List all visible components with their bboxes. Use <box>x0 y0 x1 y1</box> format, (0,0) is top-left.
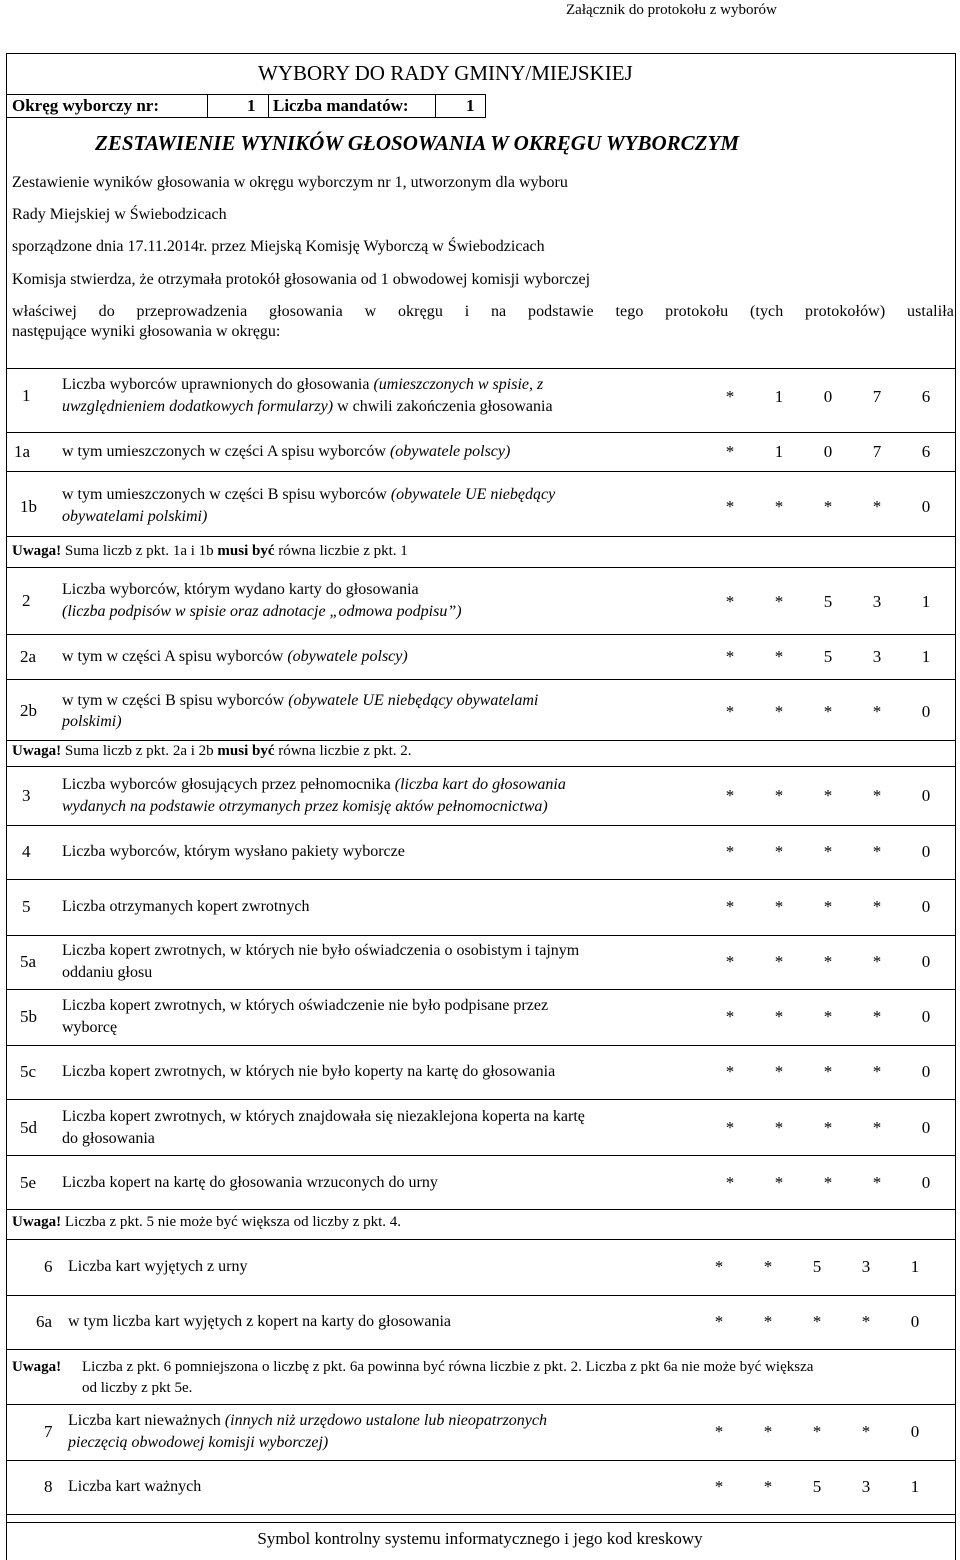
digit-cell: 5 <box>812 1257 822 1276</box>
digit-cell: * <box>872 1007 882 1026</box>
digit-cell: * <box>823 497 833 516</box>
row-label: w tym w części B spisu wyborców (obywatele UE niebędący obywatelami <box>62 692 539 709</box>
row-label: polskimi) <box>62 713 122 730</box>
digit-cell: 0 <box>921 1062 931 1081</box>
row-number: 5b <box>20 1007 37 1026</box>
digit-cell: 3 <box>872 592 882 611</box>
main-title: ZESTAWIENIE WYNIKÓW GŁOSOWANIA W OKRĘGU WYBORCZYM <box>95 131 740 155</box>
digit-cell: * <box>725 1007 735 1026</box>
row-number: 5d <box>20 1118 37 1137</box>
district-label: Okręg wyborczy nr: <box>12 96 159 115</box>
digit-cell: * <box>861 1312 871 1331</box>
digit-cell: 0 <box>910 1312 920 1331</box>
digit-cell: * <box>774 842 784 861</box>
digit-cell: * <box>774 702 784 721</box>
divider <box>435 94 436 118</box>
digit-cell: 1 <box>774 387 784 406</box>
digit-cell: * <box>774 952 784 971</box>
digit-cell: * <box>725 497 735 516</box>
digit-cell: * <box>725 786 735 805</box>
intro-line: Zestawienie wyników głosowania w okręgu wyborczym nr 1, utworzonym dla wyboru <box>12 174 568 191</box>
digit-cell: 1 <box>910 1477 920 1496</box>
digit-cell: * <box>763 1257 773 1276</box>
digit-cell: * <box>774 897 784 916</box>
note: Uwaga! Suma liczb z pkt. 2a i 2b musi być równa liczbie z pkt. 2. <box>12 743 412 759</box>
digit-cell: 0 <box>921 952 931 971</box>
digit-cell: * <box>774 1118 784 1137</box>
digit-cell: * <box>812 1312 822 1331</box>
digit-cell: * <box>823 786 833 805</box>
row-label: oddaniu głosu <box>62 964 153 981</box>
digit-cell: * <box>774 647 784 666</box>
digit-cell: * <box>861 1422 871 1441</box>
row-label: Liczba otrzymanych kopert zwrotnych <box>62 898 310 915</box>
intro-line: sporządzone dnia 17.11.2014r. przez Miejską Komisję Wyborczą w Świebodzicach <box>12 238 545 255</box>
digit-cell: * <box>872 497 882 516</box>
row-label: w tym umieszczonych w części B spisu wyborców (obywatele UE niebędący <box>62 486 556 503</box>
digit-cell: 0 <box>921 1118 931 1137</box>
row-number: 6 <box>44 1257 53 1276</box>
digit-cell: 5 <box>812 1477 822 1496</box>
digit-cell: * <box>774 497 784 516</box>
row-label: Liczba wyborców głosujących przez pełnomocnika (liczba kart do głosowania <box>62 776 566 793</box>
mandates-number: 1 <box>466 96 475 115</box>
digit-cell: 3 <box>861 1257 871 1276</box>
row-label: Liczba kopert zwrotnych, w których oświadczenie nie było podpisane przez <box>62 997 549 1014</box>
row-label: Liczba kart nieważnych (innych niż urzędowo ustalone lub nieopatrzonych <box>68 1412 547 1429</box>
attachment-note: Załącznik do protokołu z wyborów <box>566 2 777 18</box>
row-number: 1b <box>20 497 37 516</box>
digit-cell: * <box>823 1118 833 1137</box>
digit-cell: * <box>714 1312 724 1331</box>
row-number: 1a <box>14 442 31 461</box>
row-label: Liczba kart wyjętych z urny <box>68 1258 248 1275</box>
note: Uwaga! Suma liczb z pkt. 1a i 1b musi być równa liczbie z pkt. 1 <box>12 543 408 559</box>
digit-cell: 6 <box>921 442 931 461</box>
footer-label: Symbol kontrolny systemu informatycznego i jego kod kreskowy <box>257 1529 703 1548</box>
digit-cell: 1 <box>774 442 784 461</box>
digit-cell: * <box>774 786 784 805</box>
digit-cell: * <box>872 952 882 971</box>
digit-cell: 1 <box>910 1257 920 1276</box>
row-box-2 <box>6 567 956 635</box>
row-label: Liczba wyborców uprawnionych do głosowania (umieszczonych w spisie, z <box>62 376 544 393</box>
digit-cell: * <box>714 1477 724 1496</box>
digit-cell: * <box>725 442 735 461</box>
digit-cell: * <box>725 897 735 916</box>
row-number: 5e <box>20 1173 37 1192</box>
digit-cell: 1 <box>921 592 931 611</box>
intro-line: Komisja stwierdza, że otrzymała protokół głosowania od 1 obwodowej komisji wyborczej <box>12 271 591 288</box>
digit-cell: 0 <box>823 442 833 461</box>
digit-cell: * <box>823 897 833 916</box>
note: Liczba z pkt. 6 pomniejszona o liczbę z pkt. 6a powinna być równa liczbie z pkt. 2. Liczba z pkt 6a nie może być większa <box>82 1359 814 1375</box>
digit-cell: * <box>774 1173 784 1192</box>
digit-cell: * <box>823 1173 833 1192</box>
digit-cell: * <box>872 842 882 861</box>
row-number: 5c <box>20 1062 37 1081</box>
digit-cell: * <box>872 1118 882 1137</box>
digit-cell: * <box>763 1312 773 1331</box>
row-label: Liczba kart ważnych <box>68 1478 202 1495</box>
digit-cell: 0 <box>823 387 833 406</box>
digit-cell: * <box>872 897 882 916</box>
intro-line: następujące wyniki głosowania w okręgu: <box>12 323 281 340</box>
row-label: Liczba kopert zwrotnych, w których nie było oświadczenia o osobistym i tajnym <box>62 942 580 959</box>
row-label: w tym umieszczonych w części A spisu wyborców (obywatele polscy) <box>62 443 511 460</box>
row-number: 5 <box>22 897 31 916</box>
digit-cell: * <box>823 1062 833 1081</box>
digit-cell: * <box>725 1173 735 1192</box>
divider <box>268 94 269 118</box>
row-label: pieczęcią obwodowej komisji wyborczej) <box>68 1434 329 1451</box>
digit-cell: 6 <box>921 387 931 406</box>
row-number: 2 <box>22 591 31 610</box>
digit-cell: 7 <box>872 387 882 406</box>
district-number: 1 <box>247 96 256 115</box>
digit-cell: 0 <box>921 897 931 916</box>
digit-cell: * <box>763 1477 773 1496</box>
note: od liczby z pkt 5e. <box>82 1380 193 1396</box>
digit-cell: 0 <box>921 497 931 516</box>
row-label: wyborcę <box>62 1019 118 1036</box>
digit-cell: * <box>774 1062 784 1081</box>
digit-cell: 5 <box>823 647 833 666</box>
row-number: 6a <box>36 1312 53 1331</box>
intro-line: Rady Miejskiej w Świebodzicach <box>12 206 227 223</box>
row-number: 2b <box>20 701 37 720</box>
row-number: 4 <box>22 842 31 861</box>
note: Uwaga! Liczba z pkt. 5 nie może być większa od liczby z pkt. 4. <box>12 1214 402 1230</box>
row-number: 8 <box>44 1477 53 1496</box>
note-label: Uwaga! <box>12 1359 62 1375</box>
row-number: 5a <box>20 952 37 971</box>
digit-cell: * <box>714 1422 724 1441</box>
row-label: Liczba kopert zwrotnych, w których nie było koperty na kartę do głosowania <box>62 1063 556 1080</box>
digit-cell: * <box>823 702 833 721</box>
row-number: 1 <box>22 386 31 405</box>
digit-cell: * <box>714 1257 724 1276</box>
digit-cell: * <box>774 592 784 611</box>
digit-cell: 0 <box>921 702 931 721</box>
row-number: 3 <box>22 786 31 805</box>
digit-cell: * <box>725 842 735 861</box>
divider <box>207 94 208 118</box>
row-label: w tym liczba kart wyjętych z kopert na karty do głosowania <box>68 1313 451 1330</box>
digit-cell: * <box>763 1422 773 1441</box>
row-label: Liczba wyborców, którym wydano karty do głosowania <box>62 581 419 598</box>
row-label: wydanych na podstawie otrzymanych przez komisję aktów pełnomocnictwa) <box>62 798 548 815</box>
digit-cell: 0 <box>921 1173 931 1192</box>
digit-cell: 0 <box>910 1422 920 1441</box>
digit-cell: 3 <box>861 1477 871 1496</box>
row-label: w tym w części A spisu wyborców (obywatele polscy) <box>62 648 408 665</box>
digit-cell: * <box>725 387 735 406</box>
digit-cell: * <box>872 786 882 805</box>
row-label: do głosowania <box>62 1130 155 1147</box>
digit-cell: * <box>774 1007 784 1026</box>
digit-cell: * <box>812 1422 822 1441</box>
digit-cell: * <box>872 1062 882 1081</box>
row-label: uwzględnieniem dodatkowych formularzy) w chwili zakończenia głosowania <box>62 398 553 415</box>
digit-cell: * <box>872 1173 882 1192</box>
digit-cell: * <box>725 702 735 721</box>
digit-cell: * <box>823 842 833 861</box>
digit-cell: 0 <box>921 1007 931 1026</box>
intro-line: właściwej do przeprowadzenia głosowania w okręgu i na podstawie tego protokołu (tych protokołów) ustaliła <box>12 303 954 320</box>
row-number: 2a <box>20 647 37 666</box>
digit-cell: * <box>725 1062 735 1081</box>
digit-cell: * <box>823 1007 833 1026</box>
digit-cell: * <box>725 1118 735 1137</box>
digit-cell: 5 <box>823 592 833 611</box>
row-label: Liczba wyborców, którym wysłano pakiety wyborcze <box>62 843 405 860</box>
digit-cell: 1 <box>921 647 931 666</box>
digit-cell: * <box>725 952 735 971</box>
digit-cell: 7 <box>872 442 882 461</box>
digit-cell: * <box>725 647 735 666</box>
digit-cell: 0 <box>921 842 931 861</box>
digit-cell: 0 <box>921 786 931 805</box>
digit-cell: * <box>823 952 833 971</box>
digit-cell: * <box>725 592 735 611</box>
row-label: Liczba kopert zwrotnych, w których znajdowała się niezaklejona koperta na kartę <box>62 1108 585 1125</box>
row-label: obywatelami polskimi) <box>62 508 208 525</box>
mandates-label: Liczba mandatów: <box>273 96 409 115</box>
election-title: WYBORY DO RADY GMINY/MIEJSKIEJ <box>258 61 633 85</box>
row-label: Liczba kopert na kartę do głosowania wrzuconych do urny <box>62 1174 438 1191</box>
digit-cell: * <box>872 702 882 721</box>
row-number: 7 <box>44 1422 53 1441</box>
digit-cell: 3 <box>872 647 882 666</box>
row-label: (liczba podpisów w spisie oraz adnotacje „odmowa podpisu”) <box>62 603 462 620</box>
